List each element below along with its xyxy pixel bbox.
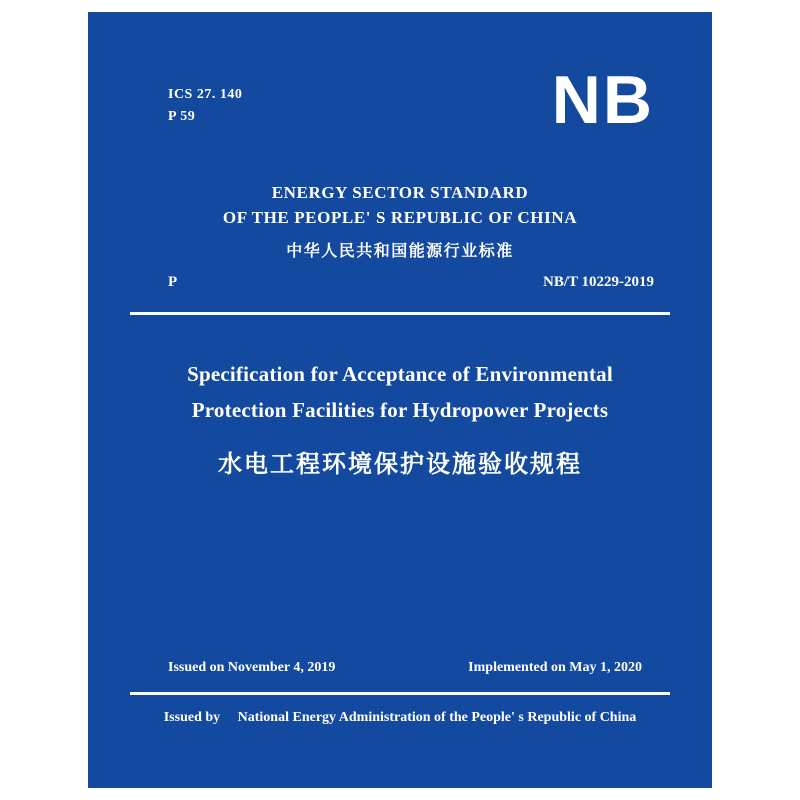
issuer-name: National Energy Administration of the People' s Republic of China [237, 710, 637, 725]
designation-number: NB/T 10229-2019 [543, 274, 654, 290]
classification-code: P 59 [168, 109, 196, 124]
implementation-date: Implemented on May 1, 2020 [468, 660, 642, 675]
document-title [140, 356, 660, 479]
title-chinese: 水电工程环境保护设施验收规程 [218, 450, 582, 478]
divider-top [130, 312, 670, 315]
issuer-label: Issued by [163, 710, 221, 725]
standard-header-chinese: 中华人民共和国能源行业标准 [286, 241, 514, 260]
standard-cover [88, 12, 712, 788]
ics-number: ICS 27. 140 [168, 87, 243, 102]
standard-header-english-line2: OF THE PEOPLE' S REPUBLIC OF CHINA [222, 208, 578, 227]
divider-bottom [130, 692, 670, 695]
dates-row [168, 660, 642, 676]
standard-header-english-line1: ENERGY SECTOR STANDARD [271, 183, 529, 202]
issue-date: Issued on November 4, 2019 [168, 660, 336, 675]
designation-row [168, 274, 654, 291]
title-english-line1: Specification for Acceptance of Environmental [187, 362, 613, 386]
title-english-line2: Protection Facilities for Hydropower Projects [191, 398, 609, 422]
ics-classification-block [168, 84, 242, 128]
designation-classification: P [168, 274, 178, 290]
issuer-row [88, 710, 712, 726]
standard-header [88, 180, 712, 261]
nb-logo: NB [551, 62, 654, 138]
